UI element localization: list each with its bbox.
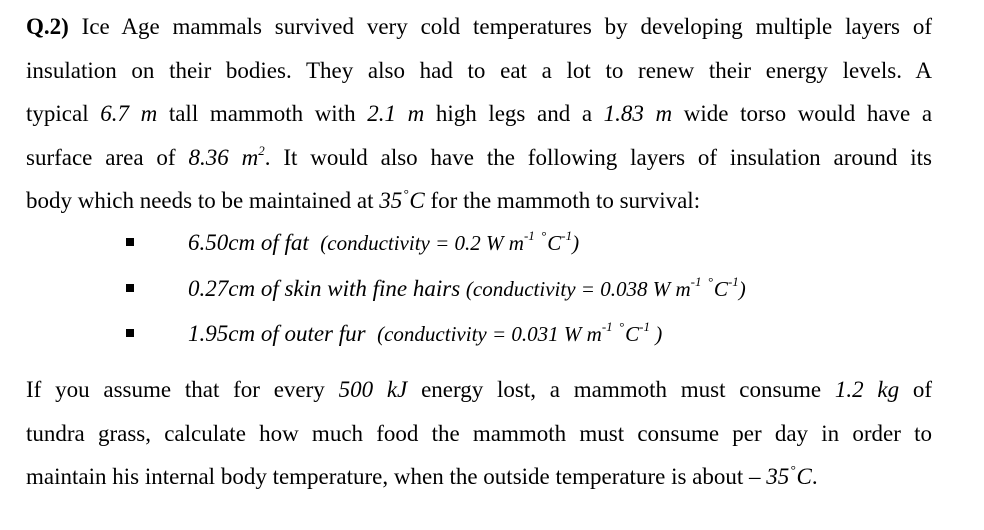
question-number: Q.2) (26, 14, 69, 39)
value-height: 6.7 m (100, 101, 158, 126)
layer-conductivity (377, 319, 663, 346)
layer-item-fat (188, 228, 579, 258)
conductivity-label: (conductivity = 0.031 W m (377, 322, 602, 346)
value-body-temp-unit: C (409, 188, 425, 213)
question-line-4 (26, 143, 932, 173)
question-line-8 (26, 462, 818, 492)
close-paren: ) (738, 277, 746, 301)
value-mass: 1.2 kg (834, 377, 900, 402)
bullet-marker (126, 284, 134, 292)
text-tundra-grass: tundra grass, calculate how much food the mammoth must consume per day in order to (26, 421, 932, 446)
unit: C (547, 231, 562, 255)
value-legs: 2.1 m (367, 101, 425, 126)
value-area-number: 8.36 m (188, 145, 259, 170)
exponent: -1 (639, 319, 650, 334)
question-line-6 (26, 375, 932, 405)
period: . (811, 464, 818, 489)
conductivity-label: (conductivity = 0.2 W m (320, 231, 524, 255)
value-outside-temp (749, 464, 812, 489)
exponent: -1 (727, 274, 739, 289)
question-text-1: Ice Age mammals survived very cold temperatures by developing multiple layers of (81, 14, 933, 39)
layer-conductivity (320, 228, 580, 255)
text-if-you-assume: If you assume that for every (26, 377, 325, 402)
text-surface-area: surface area of (26, 145, 176, 170)
exponent: -1 (690, 274, 702, 289)
value-energy: 500 kJ (338, 377, 408, 402)
value-body-temp (379, 188, 425, 213)
question-line-1 (26, 12, 932, 42)
close-paren: ) (572, 231, 580, 255)
question-line-7 (26, 419, 932, 449)
layer-name: 1.95cm of outer fur (188, 321, 366, 346)
text-insulation-intro: . It would also have the following layers of insulation around its (264, 145, 932, 170)
layer-name: 0.27cm of skin with fine hairs (188, 276, 461, 301)
value-outside-temp-number: – 35 (749, 464, 790, 489)
degree-symbol: ° (618, 319, 625, 334)
question-line-5 (26, 186, 700, 216)
bullet-marker (126, 329, 134, 337)
degree-symbol: ° (790, 462, 796, 477)
question-line-2 (26, 56, 932, 86)
question-text-2: insulation on their bodies. They also had to eat a lot to renew their energy levels. A (26, 58, 932, 83)
exponent: -1 (523, 228, 535, 243)
layer-conductivity (465, 274, 746, 301)
question-line-3 (26, 99, 932, 129)
degree-symbol: ° (403, 186, 409, 201)
value-area-exponent: 2 (258, 143, 265, 158)
conductivity-label: (conductivity = 0.038 W m (465, 277, 691, 301)
exponent: -1 (601, 319, 613, 334)
value-body-temp-number: 35 (379, 188, 403, 213)
value-outside-temp-unit: C (796, 464, 812, 489)
text-typical: typical (26, 101, 89, 126)
text-maintain-internal: maintain his internal body temperature, when the outside temperature is about (26, 464, 744, 489)
text-for-survival: for the mammoth to survival: (430, 188, 701, 213)
text-maintained-at: body which needs to be maintained at (26, 188, 374, 213)
value-area (188, 145, 264, 170)
layer-item-fur (188, 319, 662, 349)
layer-item-skin (188, 274, 746, 304)
text-of: of (912, 377, 933, 402)
text-wide-torso: wide torso would have a (683, 101, 933, 126)
layer-name: 6.50cm of fat (188, 230, 309, 255)
value-torso: 1.83 m (603, 101, 673, 126)
degree-symbol: ° (541, 228, 547, 243)
text-high-legs: high legs and a (435, 101, 593, 126)
close-paren: ) (649, 322, 663, 346)
unit: C (625, 322, 640, 346)
unit: C (713, 277, 728, 301)
text-tall-mammoth: tall mammoth with (168, 101, 356, 126)
bullet-marker (126, 238, 134, 246)
exponent: -1 (561, 228, 573, 243)
text-energy-lost: energy lost, a mammoth must consume (421, 377, 822, 402)
degree-symbol: ° (707, 274, 713, 289)
